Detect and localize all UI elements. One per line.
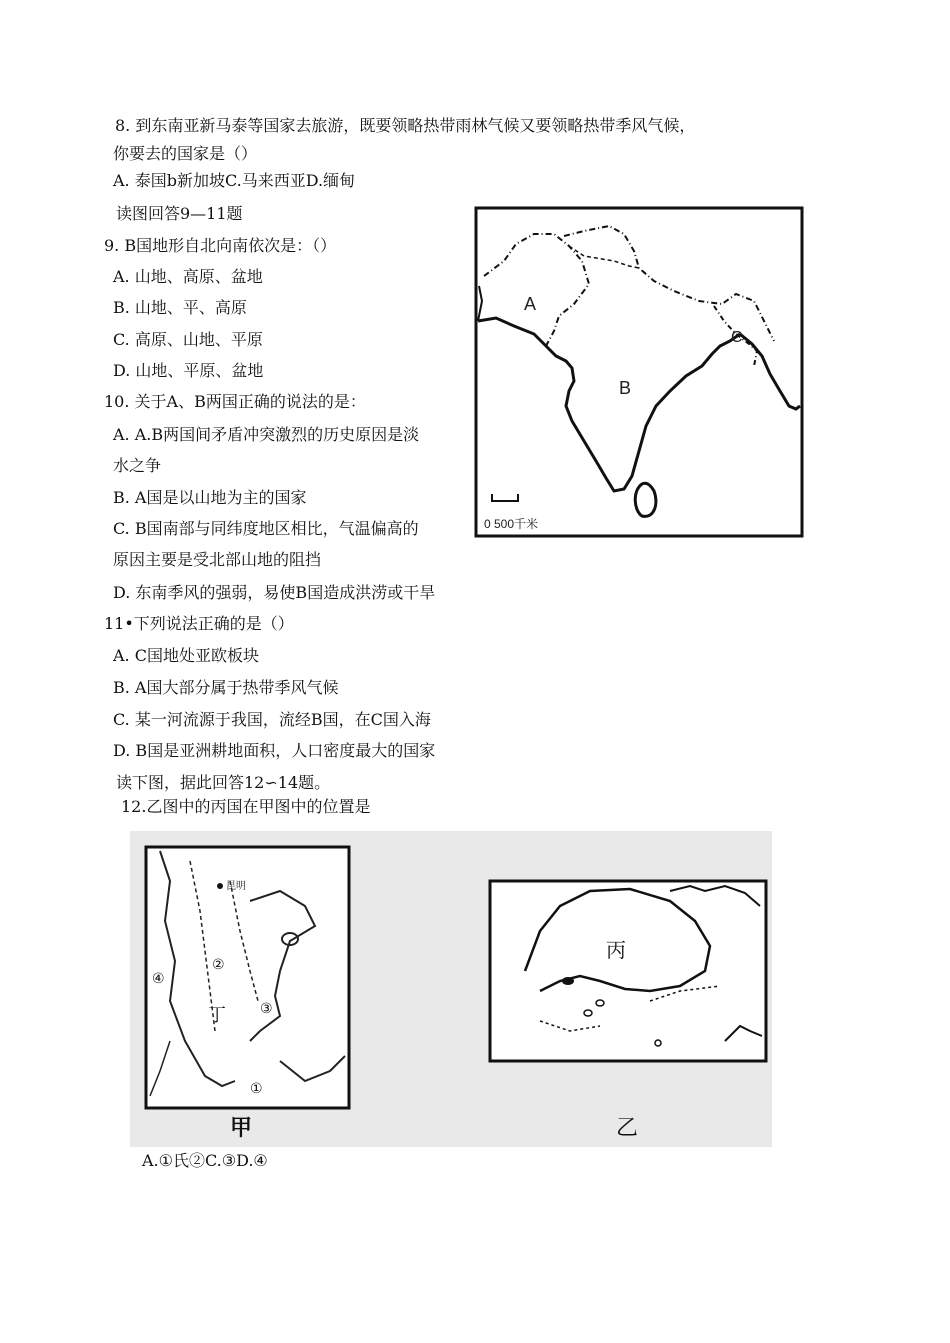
map-jia-frame [146, 847, 349, 1108]
q9-option-c: C. 高原、山地、平原 [113, 330, 263, 349]
q12-stem: 12.乙图中的丙国在甲图中的位置是 [121, 797, 371, 816]
kunming-dot [217, 883, 223, 889]
q11-option-b: B. A国大部分属于热带季风气候 [113, 678, 339, 697]
read-9-11-instruction: 读图回答9—11题 [116, 204, 243, 223]
q10-option-c-line2: 原因主要是受北部山地的阻挡 [113, 550, 322, 569]
q10-option-a-line2: 水之争 [113, 456, 162, 475]
q10-option-d: D. 东南季风的强弱，易使B国造成洪涝或干旱 [113, 583, 436, 602]
south-asia-map-svg [474, 206, 804, 538]
label-ding: 丁 [208, 1005, 226, 1026]
caption-yi: 乙 [616, 1116, 639, 1141]
label-b: B [619, 378, 632, 398]
figure-jia-yi [130, 831, 772, 1147]
q10-option-a-line1: A. A.B两国间矛盾冲突激烈的历史原因是淡 [113, 425, 420, 444]
q9-option-d: D. 山地、平原、盆地 [113, 361, 264, 380]
q9-stem: 9. B国地形自北向南依次是：（） [104, 236, 337, 255]
label-bing: 丙 [606, 938, 626, 962]
q8-stem-line2: 你要去的国家是（） [113, 144, 258, 163]
caption-jia: 甲 [230, 1116, 253, 1141]
marker-3: ③ [260, 1001, 273, 1017]
marker-4: ④ [152, 971, 165, 987]
q9-option-b: B. 山地、平、高原 [113, 298, 247, 317]
label-c: C [731, 329, 743, 346]
south-asia-map [474, 206, 804, 538]
q12-options: A.①氏②C.③D.④ [142, 1151, 268, 1170]
q10-stem: 10. 关于A、B两国正确的说法的是： [104, 392, 366, 411]
city-kunming: 昆明 [226, 881, 246, 892]
q8-stem-line1: 8. 到东南亚新马泰等国家去旅游，既要领略热带雨林气候又要领略热带季风气候， [115, 116, 696, 135]
marker-1: ① [250, 1081, 263, 1097]
q11-stem: 11•下列说法正确的是（） [104, 614, 294, 633]
q9-option-a: A. 山地、高原、盆地 [113, 267, 263, 286]
q11-option-a: A. C国地处亚欧板块 [113, 646, 259, 665]
yi-islet-1 [562, 977, 574, 985]
scale-text: 0 500千米 [484, 517, 539, 531]
q10-option-b: B. A国是以山地为主的国家 [113, 488, 307, 507]
q8-options: A. 泰国b新加坡C.马来西亚D.缅甸 [113, 171, 356, 190]
read-12-14-instruction: 读下图，据此回答12∽14题。 [116, 773, 331, 792]
q10-option-c-line1: C. B国南部与同纬度地区相比，气温偏高的 [113, 519, 419, 538]
q11-option-d: D. B国是亚洲耕地面积，人口密度最大的国家 [113, 741, 436, 760]
label-a: A [524, 294, 537, 314]
figure-jia-yi-svg [130, 831, 772, 1147]
q11-option-c: C. 某一河流源于我国，流经B国，在C国入海 [113, 710, 431, 729]
map-yi-frame [490, 881, 766, 1061]
marker-2: ② [212, 957, 225, 973]
